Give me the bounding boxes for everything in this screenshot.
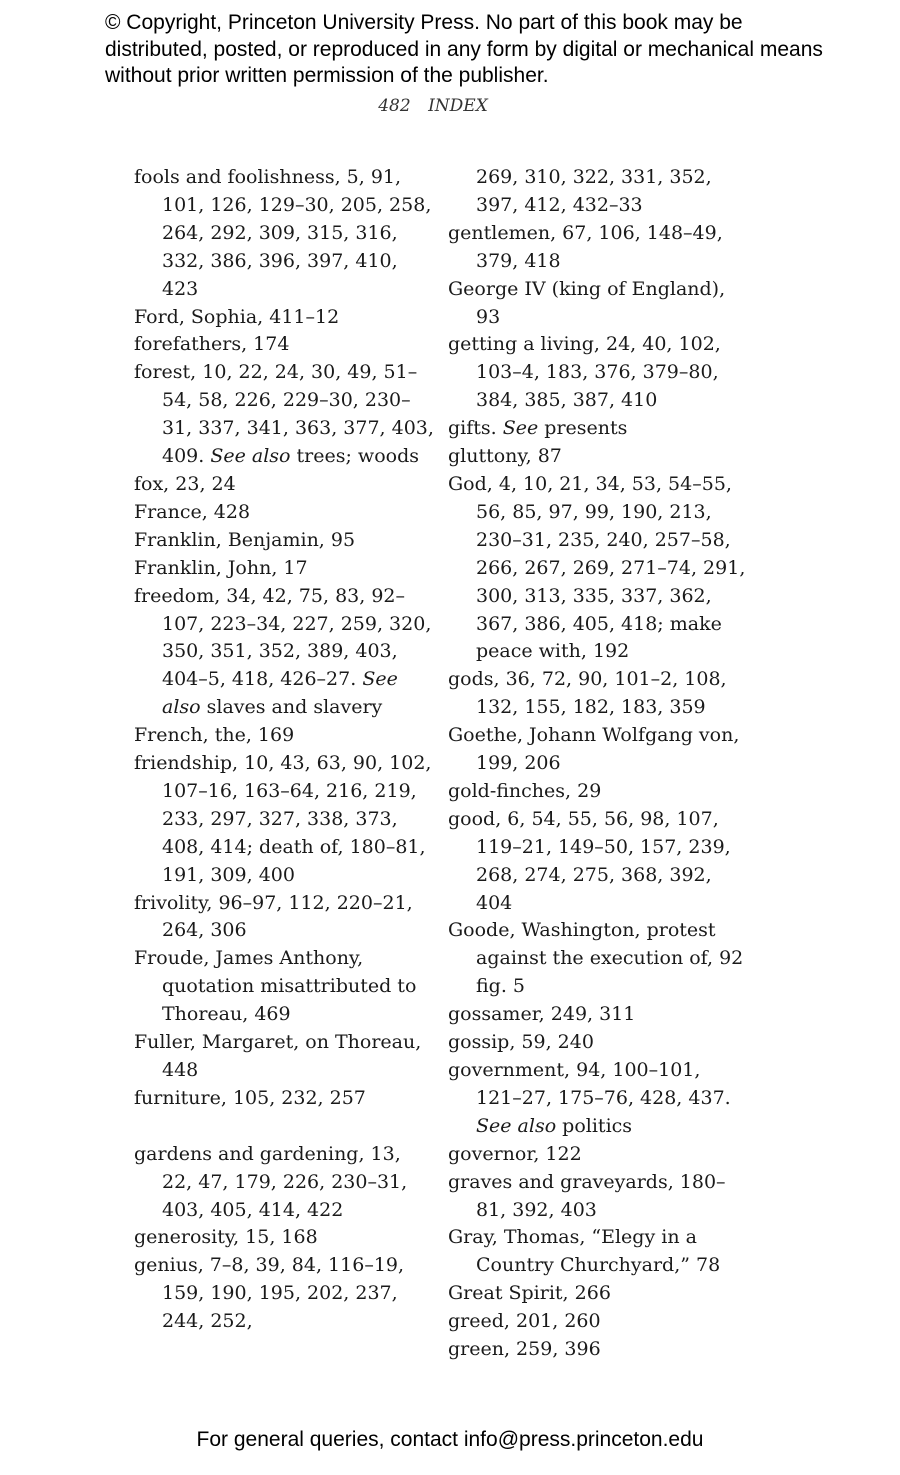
index-entry: forefathers, 174 — [134, 333, 290, 356]
index-entry: Goethe, Johann Wolfgang von, 199, 206 — [448, 724, 740, 775]
index-column-right — [448, 164, 748, 1364]
index-entry: frivolity, 96–97, 112, 220–21, 264, 306 — [134, 891, 413, 942]
cross-reference-label: See also — [210, 445, 291, 468]
index-entry: forest, 10, 22, 24, 30, 49, 51–54, 58, 226, 229–30, 230–31, 337, 341, 363, 377, 403, 409. See also trees; woods — [134, 361, 434, 468]
index-column-left — [134, 164, 434, 1336]
index-entry: Fuller, Margaret, on Thoreau, 448 — [134, 1031, 422, 1081]
index-entry: Gray, Thomas, “Elegy in a Country Churchyard,” 78 — [448, 1226, 721, 1277]
cross-reference-label: See also — [162, 668, 398, 719]
index-entry: George IV (king of England), 93 — [448, 277, 726, 328]
index-entry: France, 428 — [134, 500, 251, 523]
index-entry: gifts. See presents — [448, 417, 628, 440]
index-entry: green, 259, 396 — [448, 1338, 601, 1361]
index-entry: freedom, 34, 42, 75, 83, 92–107, 223–34, 227, 259, 320, 350, 351, 352, 389, 403, 404–5, 418, 426–27. See also slaves and slavery — [134, 584, 432, 719]
page-number: 482 — [378, 96, 411, 116]
index-entry: Franklin, John, 17 — [134, 556, 308, 579]
index-entry: friendship, 10, 43, 63, 90, 102, 107–16, 163–64, 216, 219, 233, 297, 327, 338, 373, 408, 414; death of, 180–81, 191, 309, 400 — [134, 752, 432, 886]
index-entry: government, 94, 100–101, 121–27, 175–76, 428, 437. See also politics — [448, 1059, 731, 1137]
running-head — [0, 96, 866, 116]
contact-footer: For general queries, contact info@press.princeton.edu — [196, 1428, 704, 1451]
index-entry: French, the, 169 — [134, 724, 295, 747]
section-title: INDEX — [428, 96, 488, 116]
index-entry: Franklin, Benjamin, 95 — [134, 528, 356, 551]
index-entry: greed, 201, 260 — [448, 1310, 601, 1333]
index-entry: gods, 36, 72, 90, 101–2, 108, 132, 155, 182, 183, 359 — [448, 668, 727, 719]
index-entry: generosity, 15, 168 — [134, 1226, 318, 1249]
index-entry: fox, 23, 24 — [134, 472, 236, 495]
cross-reference-label: See also — [476, 1114, 557, 1137]
index-entry: God, 4, 10, 21, 34, 53, 54–55, 56, 85, 97, 99, 190, 213, 230–31, 235, 240, 257–58, 266, 267, 269, 271–74, 291, 300, 313, 335, 337, 362, 367, 386, 405, 418; make peace with, 192 — [448, 472, 746, 663]
index-entry: gardens and gardening, 13, 22, 47, 179, 226, 230–31, 403, 405, 414, 422 — [134, 1142, 408, 1221]
index-entry: Ford, Sophia, 411–12 — [134, 305, 340, 328]
index-entry: governor, 122 — [448, 1142, 582, 1165]
index-entry: gold-finches, 29 — [448, 779, 602, 802]
index-entry: genius, 7–8, 39, 84, 116–19, 159, 190, 195, 202, 237, 244, 252, — [134, 1254, 405, 1333]
copyright-notice: © Copyright, Princeton University Press. No part of this book may be distributed, posted, or reproduced in any form by digital or mechanical means without prior written permission of the publisher. — [105, 11, 823, 87]
index-entry: furniture, 105, 232, 257 — [134, 1086, 366, 1109]
index-entry: gluttony, 87 — [448, 445, 562, 468]
letter-group-gap — [134, 1113, 434, 1141]
index-entry-continued: 269, 310, 322, 331, 352, 397, 412, 432–33 — [476, 166, 712, 216]
index-entry: Froude, James Anthony, quotation misattributed to Thoreau, 469 — [134, 947, 417, 1026]
index-entry: gossamer, 249, 311 — [448, 1003, 636, 1026]
index-entry: Goode, Washington, protest against the execution of, 92 fig. 5 — [448, 919, 744, 998]
index-entry: gentlemen, 67, 106, 148–49, 379, 418 — [448, 221, 723, 272]
index-entry: Great Spirit, 266 — [448, 1282, 611, 1305]
index-entry: graves and graveyards, 180–81, 392, 403 — [448, 1170, 726, 1221]
index-entry: gossip, 59, 240 — [448, 1031, 594, 1054]
index-entry: fools and foolishness, 5, 91, 101, 126, 129–30, 205, 258, 264, 292, 309, 315, 316, 332, 386, 396, 397, 410, 423 — [134, 166, 432, 300]
index-entry: getting a living, 24, 40, 102, 103–4, 183, 376, 379–80, 384, 385, 387, 410 — [448, 333, 721, 412]
cross-reference-label: See — [502, 417, 539, 440]
index-entry: good, 6, 54, 55, 56, 98, 107, 119–21, 149–50, 157, 239, 268, 274, 275, 368, 392, 404 — [448, 807, 731, 914]
